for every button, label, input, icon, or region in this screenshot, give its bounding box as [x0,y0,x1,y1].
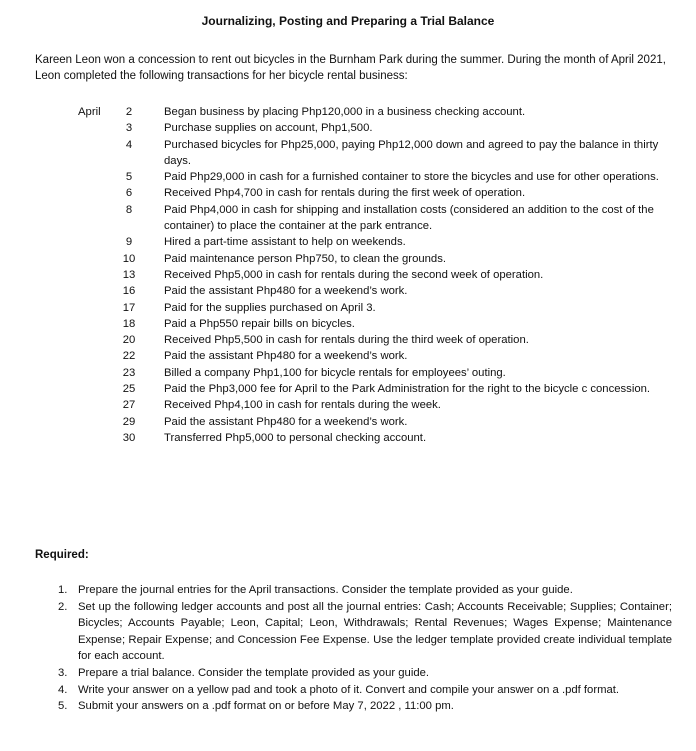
requirement-number: 3. [58,666,68,679]
transaction-month [78,137,116,170]
transaction-day: 20 [122,334,136,347]
transaction-row [78,300,678,316]
transaction-description: Billed a company Php1,100 for bicycle rentals for employees’ outing. [164,366,506,379]
requirement-number: 4. [58,683,68,696]
transaction-list [78,104,678,446]
transaction-month [78,251,116,267]
transaction-row [78,283,678,299]
transaction-description: Paid for the supplies purchased on April 3. [164,301,376,314]
transaction-day: 25 [122,383,136,396]
transaction-description: Paid Php29,000 in cash for a furnished container to store the bicycles and use for other operations. [164,171,659,184]
requirement-item [58,582,672,599]
transaction-description: Received Php5,000 in cash for rentals during the second week of operation. [164,268,544,281]
requirement-text: Prepare the journal entries for the April transactions. Consider the template provided as your guide. [78,584,573,596]
transaction-day: 27 [122,399,136,412]
transaction-day: 13 [122,268,136,281]
transaction-day: 4 [125,138,133,151]
transaction-month: April [78,106,101,118]
transaction-description: Transferred Php5,000 to personal checking account. [164,431,427,444]
transaction-day: 3 [125,122,133,135]
transaction-day: 18 [122,317,136,330]
transaction-month [78,283,116,299]
transaction-description: Paid the assistant Php480 for a weekend’s work. [164,350,408,363]
transaction-month [78,397,116,413]
transaction-row [78,169,678,185]
transaction-row [78,381,678,397]
transaction-description: Paid Php4,000 in cash for shipping and installation costs (considered an addition to the cost of the container) to place the container at the park entrance. [164,203,654,233]
transaction-row [78,316,678,332]
requirement-text: Write your answer on a yellow pad and took a photo of it. Convert and compile your answer on a .pdf format. [78,683,620,696]
transaction-description: Purchase supplies on account, Php1,500. [164,122,373,135]
transaction-day: 10 [122,252,136,265]
transaction-description: Purchased bicycles for Php25,000, paying Php12,000 down and agreed to pay the balance in thirty days. [164,138,659,167]
transaction-row [78,120,678,136]
transaction-month [78,185,116,201]
transaction-month [78,267,116,283]
transaction-row [78,104,678,120]
transaction-month [78,430,116,446]
transaction-row [78,414,678,430]
transaction-row [78,430,678,446]
transaction-row [78,251,678,267]
transaction-description: Hired a part-time assistant to help on weekends. [164,236,406,249]
transaction-description: Received Php4,700 in cash for rentals during the first week of operation. [164,187,526,200]
transaction-day: 17 [122,301,136,314]
document-title: Journalizing, Posting and Preparing a Trial Balance [201,14,495,28]
transaction-month [78,414,116,430]
requirement-item [58,599,672,665]
transaction-row [78,348,678,364]
transaction-description: Paid the Php3,000 fee for April to the Park Administration for the right to the bicycle c concession. [164,383,651,396]
transaction-month [78,332,116,348]
requirement-text: Submit your answers on a .pdf format on or before May 7, 2022 , 11:00 pm. [78,700,454,713]
transaction-row [78,185,678,201]
transaction-description: Received Php5,500 in cash for rentals during the third week of operation. [164,334,529,347]
transaction-day: 30 [122,431,136,444]
transaction-description: Paid a Php550 repair bills on bicycles. [164,317,355,330]
required-heading: Required: [35,549,89,561]
transaction-description: Paid the assistant Php480 for a weekend’s work. [164,415,408,428]
requirement-item [58,698,672,715]
requirement-number: 2. [58,600,68,613]
transaction-month [78,300,116,316]
requirement-item [58,665,672,682]
transaction-description: Received Php4,100 in cash for rentals during the week. [164,399,441,412]
transaction-description: Paid the assistant Php480 for a weekend’s work. [164,285,408,298]
transaction-day: 9 [125,236,133,249]
transaction-day: 22 [122,350,136,363]
requirement-item [58,682,672,699]
transaction-day: 29 [122,415,136,428]
transaction-month [78,120,116,136]
transaction-month [78,234,116,250]
transaction-month [78,202,116,235]
transaction-row [78,365,678,381]
transaction-day: 5 [125,171,133,184]
transaction-description: Began business by placing Php120,000 in a business checking account. [164,106,526,118]
requirements-list [58,582,672,715]
transaction-month [78,348,116,364]
transaction-row [78,202,678,235]
transaction-day: 23 [122,366,136,379]
requirement-text: Prepare a trial balance. Consider the template provided as your guide. [78,666,430,679]
transaction-day: 16 [122,285,136,298]
intro-paragraph: Kareen Leon won a concession to rent out bicycles in the Burnham Park during the summer. During the month of April 2021, Leon completed the following transactions for her bicycle rental business: [35,54,666,82]
requirement-number: 5. [58,700,68,713]
transaction-day: 6 [125,187,133,200]
transaction-row [78,397,678,413]
requirement-number: 1. [58,584,68,596]
transaction-row [78,267,678,283]
transaction-month [78,316,116,332]
transaction-month [78,365,116,381]
transaction-row [78,332,678,348]
transaction-month [78,381,116,397]
transaction-row [78,137,678,170]
transaction-description: Paid maintenance person Php750, to clean the grounds. [164,252,446,265]
transaction-day: 8 [125,203,133,216]
transaction-month [78,169,116,185]
requirement-text: Set up the following ledger accounts and post all the journal entries: Cash; Accounts Receivable; Supplies; Container; Bicycles; Accounts Payable; Leon, Capital; Leon, Withdrawals; Rental Revenues; Wages Expense; Maintenance Expense; Repair Expense; and Concession Fee Expense. Use the ledger template provided create individual template for each account. [78,600,672,663]
transaction-row [78,234,678,250]
transaction-day: 2 [125,106,133,118]
